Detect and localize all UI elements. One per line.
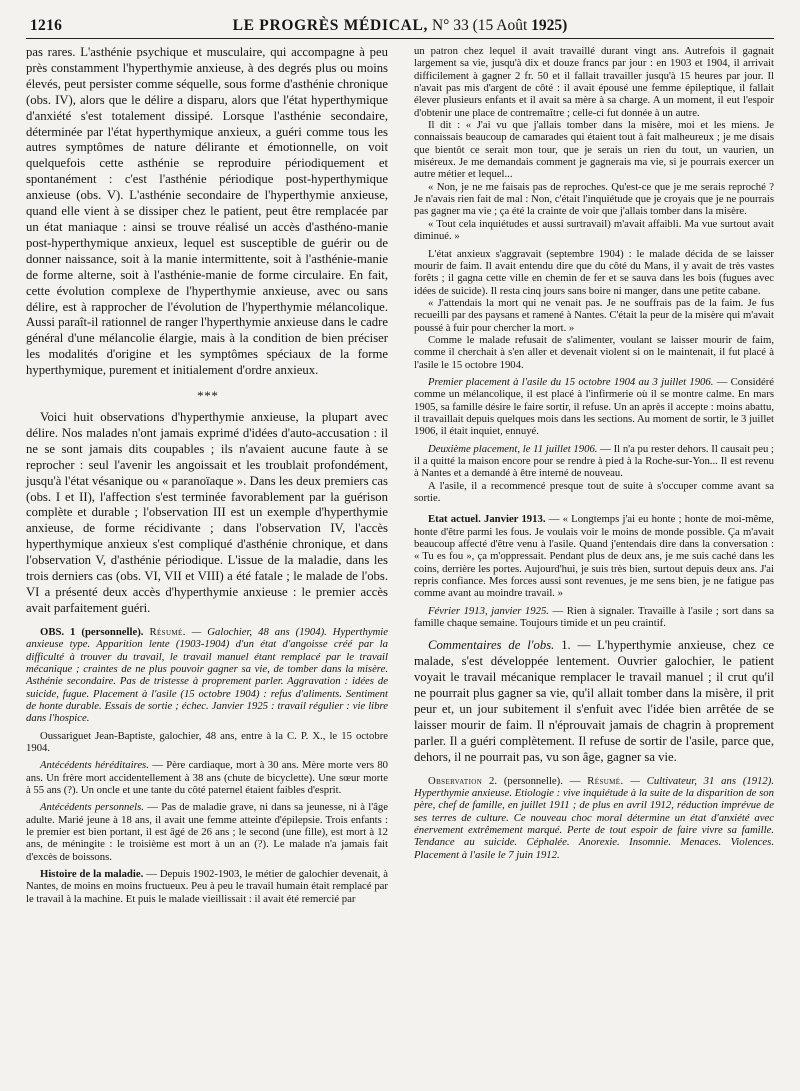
hereditary-text: — Père cardiaque, mort à 30 ans. Mère morte vers 80 ans. Un frère mort accidentellement à 38 ans (chute de bicyclette). Une sœur morte à 55 ans (?). Un oncle et une tante du côté paternel étaient faibles d'esprit.	[26, 759, 389, 796]
followup-label: Février 1913, janvier 1925.	[428, 604, 549, 617]
second-placement-text: — Il n'a pu rester dehors. Il causait peu ; il a quitté la maison encore pour se rendre à pied à la Roche-sur-Yon... Il est revenu à Nantes et a demandé à être interné de nouveau.	[414, 442, 774, 480]
commentary-text: 1. — L'hyperthymie anxieuse, chez ce malade, s'est développée lentement. Ouvrier galochier, le patient voyait le travail mécanique remplacer le travail manuel ; il crut qu'il ne pourrait plus gagner sa vie, qu'il allait tomber dans la misère, il prit peur et, un jour subitement il s'enfuit avec l'idée bien arrêtée de se laisser mourir de faim. Il n'éprouvait jamais de chagrin à proprement parler. Il a guéri complètement. Il refuse de sortir de l'asile, parce que, dehors, il ne pourrait pas, vu son âge, gagner sa vie.	[414, 638, 774, 764]
running-head	[26, 17, 774, 35]
hereditary-antecedents	[26, 759, 388, 796]
obs2-summary	[414, 775, 774, 861]
first-placement-text: — Considéré comme un mélancolique, il est placé à l'infirmerie où il se montre calme. En mars 1905, sa famille désire le faire sortir, il refuse. Un an après il accepte : moins abattu, il travaillait depuis quelques mois dans les sections. Au moment de sortir, le 3 juillet 1906, il était inquiet, ennuyé.	[414, 375, 775, 438]
obs1-resume-text: — Galochier, 48 ans (1904). Hyperthymie anxieuse type. Apparition lente (1903-1904) d'un état d'angoisse créé par la difficulté à trouver du travail, le travail manuel étant remplacé par le travail mécanique ; craintes de ne plus pouvoir gagner sa vie, de tomber dans la misère. Asthénie secondaire. Pas de tristesse à proprement parler. Aggravation : idées de suicide, fugue. Placement à l'asile (15 octobre 1904) : refus d'aliments. Sentiment de honte durable. Essais de sortie ; échec. Janvier 1925 : travail régulier : vie libre dans l'hospice.	[26, 625, 388, 725]
second-placement	[414, 443, 774, 480]
patient-quote-misery: Il dit : « J'ai vu que j'allais tomber dans la misère, moi et les miens. Je connaissais beaucoup de camarades qui étaient tout à fait malheureux ; je me disais que bientôt ce serait mon tour, que je serais un rien du tout, un vaurien, un miséreux. Je me demandais comment je gagnerais ma vie, si je pourrais exercer un autre métier et lequel...	[414, 119, 774, 181]
left-column	[26, 45, 388, 905]
obs2-number: 2. (personnelle). —	[482, 774, 588, 787]
current-state	[414, 513, 774, 599]
obs2-resume-label: Résumé.	[587, 774, 624, 787]
patient-quote-no-reproach: « Non, je ne me faisais pas de reproches. Qu'est-ce que je me serais reproché ? Je n'avais rien fait de mal : Non, c'était l'inquiétude que je croyais que je ne pourrais pas gagner ma vie ; ça été la crainte de voir que j'allais tomber dans la misère.	[414, 180, 774, 218]
journal-title: LE PROGRÈS MÉDICAL,	[232, 17, 429, 34]
patient-quote-weakness: « Tout cela inquiétudes et aussi surtravail) m'avait affaibli. Ma vue surtout avait diminué. »	[414, 217, 774, 243]
issue-year: 1925)	[531, 17, 568, 34]
obs2-label: Observation	[428, 774, 483, 787]
personal-label: Antécédents personnels.	[40, 801, 144, 814]
first-placement	[414, 376, 774, 438]
page-header	[26, 8, 774, 39]
followup-text: — Rien à signaler. Travaille à l'asile ; sort dans sa famille chaque semaine. Toujours timide et un peu craintif.	[414, 604, 774, 630]
issue-label: N° 33 (15 Août	[431, 17, 528, 34]
page-number: 1216	[30, 17, 63, 34]
section-separator-asterisks: * * *	[197, 388, 217, 404]
asylum-occupation: A l'asile, il a recommencé presque tout de suite à s'occuper comme avant sa sortie.	[414, 479, 774, 505]
history-label: Histoire de la maladie.	[40, 868, 144, 880]
illness-history	[26, 868, 388, 905]
history-text: — Depuis 1902-1903, le métier de galochier devenait, à Nantes, de moins en moins fructueux. Peu à peu le travail humain était remplacé par le travail à la machine. Et puis le malade vieillissait : il avait été remercié par	[26, 868, 389, 905]
placement-paragraph: Comme le malade refusait de s'alimenter, voulant se laisser mourir de faim, comme il cherchait à s'en aller et devenait violent si on le maintenait, il fut placé à l'asile le 15 octobre 1904.	[414, 333, 774, 371]
obs2-resume-text: — Cultivateur, 31 ans (1912). Hyperthymie anxieuse. Etiologie : vive inquiétude à la suite de la disparition de son père, chef de famille, en juillet 1911 ; de plus en avril 1912, réduction imprévue de ses terres de culture. Ce nouveau choc moral détermine un état d'anxiété avec énervement extrêmement marqué. Perte de tout espoir de faire vivre sa famille. Tendance au suicide. Céphalée. Anorexie. Insomnie. Menaces. Violences. Placement à l'asile le 7 juin 1912.	[414, 774, 774, 861]
aggravation-paragraph: L'état anxieux s'aggravait (septembre 1904) : le malade décida de se laisser mourir de faim. Il avait entendu dire que du côté du Mans, il y avait de très vastes forêts ; il gagna cette ville en chemin de fer et se sauva dans les bois (fugues avec idées de suicide). Il resta cinq jours sans boire ni manger, dans une petite cabane.	[414, 247, 774, 297]
commentary-obs1	[414, 638, 774, 765]
hereditary-label: Antécédents héréditaires.	[40, 759, 149, 772]
second-placement-label: Deuxième placement, le 11 juillet 1906.	[428, 442, 598, 455]
two-column-body	[26, 45, 774, 905]
current-state-text: — « Longtemps j'ai eu honte ; honte de moi-même, honte d'être parmi les fous. Je voulais voir le moins de monde possible. Ça m'avait beaucoup affecté d'être venu à l'asile. Quand j'entendais dire dans la conversation : « Tu es fou », ça m'oppressait. Pendant plus de deux ans, je me suis caché dans les coins, derrière les portes. Aujourd'hui, je suis très bien, surtout depuis deux ans. J'ai repris confiance. Mes forces aussi sont revenues, je me sens bien, je ne fatigue pas comme avant au moindre travail. »	[414, 513, 774, 600]
obs1-heading: OBS. 1 (personnelle).	[40, 625, 144, 638]
commentary-label: Commentaires de l'obs.	[428, 638, 555, 653]
patient-entry: Oussariguet Jean-Baptiste, galochier, 48 ans, entre à la C. P. X., le 15 octobre 1904.	[26, 729, 388, 754]
followup-1925	[414, 605, 774, 630]
patient-quote-death: « J'attendais la mort qui ne venait pas. Je ne souffrais pas de la faim. Je fus recueilli par des paysans et ramené à Nantes. C'était la peur de la misère qui m'avait poussé à fuir pour chercher la mort. »	[414, 296, 774, 334]
right-column	[414, 45, 774, 905]
personal-antecedents	[26, 801, 388, 863]
current-state-label: Etat actuel. Janvier 1913.	[428, 513, 546, 526]
obs1-resume-label: Résumé.	[149, 625, 186, 638]
first-placement-label: Premier placement à l'asile du 15 octobre 1904 au 3 juillet 1906.	[428, 375, 714, 388]
obs1-summary	[26, 626, 388, 725]
paragraph-observations-intro: Voici huit observations d'hyperthymie anxieuse, la plupart avec délire. Nos malades n'ont jamais exprimé d'idées d'auto-accusation : il ne se sont jamais dits coupables ; ils n'avaient aucune faute à se reprocher : seul l'avenir les angoissait et les troublait profondément, jusqu'à l'état vésanique ou « paranoïaque ». Dans les deux premiers cas (obs. I et II), l'affection s'est terminée favorablement par la guérison complète et durable ; l'observation III est un exemple d'hyperthymie anxieuse, de forme récidivante ; dans l'observation IV, l'accès hyperthymique anxieux s'est compliqué d'asthénie chronique, et dans l'observation V, d'asthénie périodique. L'issue de la maladie, dans les trois derniers cas (obs. VI, VII et VIII) a été fatale ; le malade de l'obs. VI a présenté deux accès d'hyperthymie anxieuse : le premier accès avait parfaitement guéri.	[26, 410, 388, 615]
personal-text: — Pas de maladie grave, ni dans sa jeunesse, ni à l'âge adulte. Marié jeune à 18 ans, il avait une femme atteinte d'épilepsie. Trois enfants : le premier est bien portant, il est âgé de 26 ans ; le second (une fille), est mort à 12 ans, de méningite : le troisième est mort à un an (?). Le malade n'a jamais fait d'excès de boissons.	[26, 801, 388, 863]
history-continued: un patron chez lequel il avait travaillé durant vingt ans. Autrefois il gagnait largement sa vie, jusqu'à dix et douze francs par jour : en 1903 et 1904, il arrivait difficilement à gagner 2 fr. 50 et il fallait travailler jusqu'à 15 heures par jour. Il n'avait pas mis d'argent de côté : il avait épousé une femme épileptique, il fallait élever plusieurs enfants et il avait sa mère à sa charge. A un moment, il eut l'espoir d'obtenir une place de contremaître ; celle-ci fut donnée à un autre.	[414, 45, 774, 119]
paragraph-asthenie: pas rares. L'asthénie psychique et musculaire, qui accompagne à peu près constamment l'hyperthymie anxieuse, à des degrés plus ou moins élevés, peut persister comme séquelle, sous forme d'asthénie chronique (obs. IV), alors que le délire a disparu, alors que l'état hyperthymique d'anxiété s'est totalement dissipé. Lorsque l'asthénie secondaire, déterminée par l'état hyperthymique anxieux, a guéri comme tous les autres symptômes de nature délirante et émotionnelle, on voit quelquefois cette asthénie se reproduire périodiquement et spontanément : c'est l'asthénie périodique post-hyperthymique anxieuse (obs. V). L'asthénie secondaire de l'hyperthymie anxieuse, quand elle vient à se dissiper chez le patient, peut être remplacée par un état maniaque : ainsi se trouve réalisé un accès d'asthéno-manie post-hyperthymique anxieux, lequel est susceptible de guérir ou de donner naissance, soit à la manie intermittente, soit à l'asthénie-manie de forme alterne, soit à l'asthénie-manie de forme circulaire. En fait, cette évolution complexe de l'hyperthymie anxieuse, avec ou sans délire, est à rapprocher de l'évolution de l'hyperthymie mélancolique. Aussi paraît-il rationnel de ranger l'hyperthymie anxieuse dans le cadre général d'une mélancolie élargie, mais à la condition de bien préciser les modalités d'origine et les symptômes spéciaux de la forme hyperthymique, purement et initialement d'ordre anxieux.	[26, 45, 388, 378]
